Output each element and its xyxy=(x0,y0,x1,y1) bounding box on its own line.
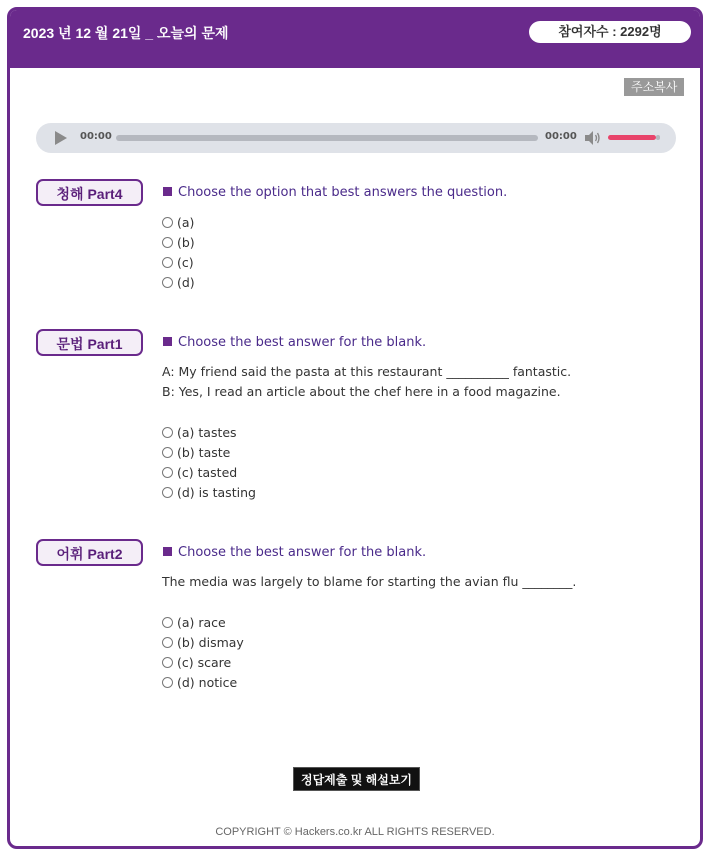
option-d[interactable] xyxy=(162,272,195,292)
audio-player xyxy=(36,123,676,153)
question-line: B: Yes, I read an article about the chef here in a food magazine. xyxy=(162,384,561,399)
option-a[interactable] xyxy=(162,422,256,442)
instruction xyxy=(163,545,426,560)
option-label: (c) tasted xyxy=(177,464,238,480)
radio-button[interactable] xyxy=(162,447,173,458)
option-label: (a) tastes xyxy=(177,424,237,440)
option-d[interactable] xyxy=(162,482,256,502)
speaker-icon[interactable] xyxy=(584,130,602,146)
option-b[interactable] xyxy=(162,442,256,462)
radio-button[interactable] xyxy=(162,467,173,478)
duration-time: 00:00 xyxy=(545,131,577,142)
option-b[interactable] xyxy=(162,632,244,652)
instruction-text: Choose the option that best answers the question. xyxy=(178,185,508,200)
radio-button[interactable] xyxy=(162,617,173,628)
section-badge: 청해 Part4 xyxy=(36,179,143,206)
radio-button[interactable] xyxy=(162,677,173,688)
option-list xyxy=(162,422,256,502)
option-label: (a) race xyxy=(177,614,226,630)
option-b[interactable] xyxy=(162,232,195,252)
submit-answers-button[interactable]: 정답제출 및 해설보기 xyxy=(293,767,420,791)
instruction xyxy=(163,335,426,350)
volume-slider-fill[interactable] xyxy=(608,135,656,140)
section-badge: 어휘 Part2 xyxy=(36,539,143,566)
option-label: (c) scare xyxy=(177,654,232,670)
progress-track[interactable] xyxy=(116,135,538,141)
volume-slider-rest[interactable] xyxy=(656,135,660,140)
option-d[interactable] xyxy=(162,672,244,692)
radio-button[interactable] xyxy=(162,657,173,668)
option-a[interactable] xyxy=(162,612,244,632)
option-label: (d) xyxy=(177,274,195,290)
radio-button[interactable] xyxy=(162,487,173,498)
option-list xyxy=(162,612,244,692)
current-time: 00:00 xyxy=(80,131,112,142)
radio-button[interactable] xyxy=(162,237,173,248)
option-c[interactable] xyxy=(162,652,244,672)
square-bullet-icon xyxy=(163,187,172,196)
option-c[interactable] xyxy=(162,462,256,482)
radio-button[interactable] xyxy=(162,637,173,648)
copy-url-button[interactable]: 주소복사 xyxy=(624,78,684,96)
option-label: (c) xyxy=(177,254,194,270)
option-a[interactable] xyxy=(162,212,195,232)
option-list xyxy=(162,212,195,292)
quiz-frame xyxy=(7,7,703,849)
option-label: (a) xyxy=(177,214,195,230)
option-label: (b) xyxy=(177,234,195,250)
option-label: (b) taste xyxy=(177,444,231,460)
option-label: (b) dismay xyxy=(177,634,244,650)
square-bullet-icon xyxy=(163,337,172,346)
copyright-footer: COPYRIGHT © Hackers.co.kr ALL RIGHTS RESERVED. xyxy=(215,826,495,838)
header-bar xyxy=(10,10,700,68)
question-line: A: My friend said the pasta at this restaurant __________ fantastic. xyxy=(162,364,572,379)
play-icon[interactable] xyxy=(55,131,67,145)
question-text xyxy=(162,362,571,402)
question-text xyxy=(162,572,576,592)
option-c[interactable] xyxy=(162,252,195,272)
radio-button[interactable] xyxy=(162,427,173,438)
section-badge: 문법 Part1 xyxy=(36,329,143,356)
option-label: (d) is tasting xyxy=(177,484,256,500)
option-label: (d) notice xyxy=(177,674,238,690)
radio-button[interactable] xyxy=(162,277,173,288)
instruction xyxy=(163,185,507,200)
question-line: The media was largely to blame for starting the avian flu ________. xyxy=(162,574,577,589)
square-bullet-icon xyxy=(163,547,172,556)
instruction-text: Choose the best answer for the blank. xyxy=(178,335,427,350)
page-title: 2023 년 12 월 21일 _ 오늘의 문제 xyxy=(23,25,229,41)
radio-button[interactable] xyxy=(162,217,173,228)
instruction-text: Choose the best answer for the blank. xyxy=(178,545,427,560)
radio-button[interactable] xyxy=(162,257,173,268)
participant-count-badge: 참여자수 : 2292명 xyxy=(529,21,691,43)
